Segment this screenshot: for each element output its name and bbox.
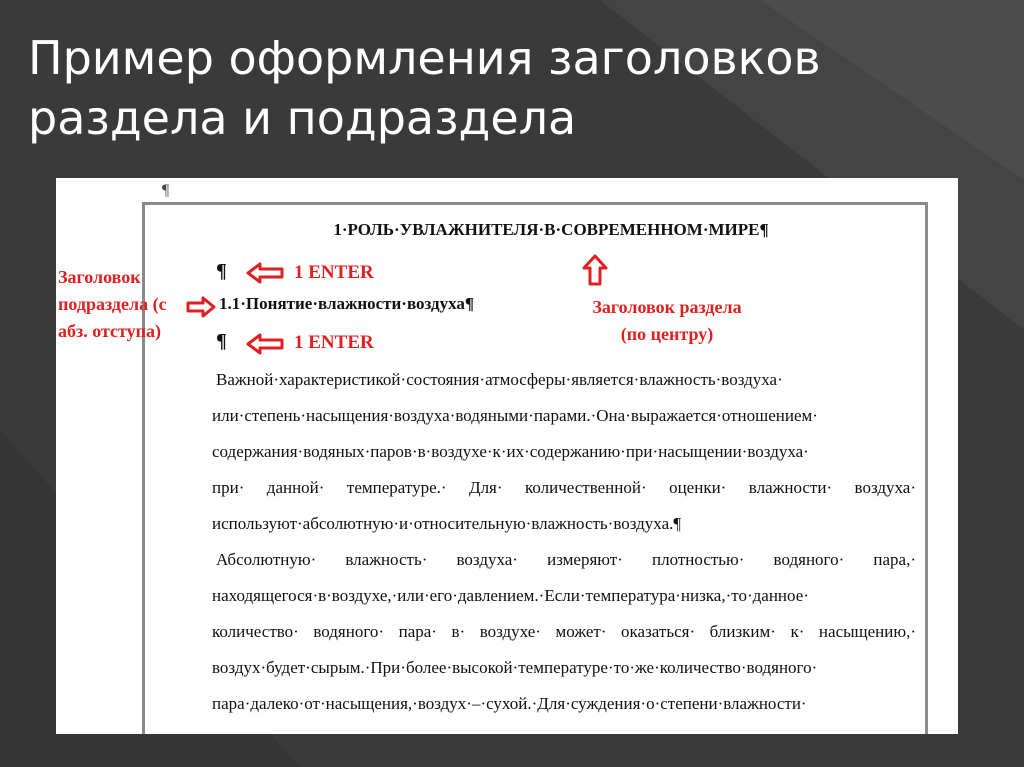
section-heading: 1·РОЛЬ·УВЛАЖНИТЕЛЯ·В·СОВРЕМЕННОМ·МИРЕ¶ — [333, 220, 769, 239]
paragraph-line: используют·абсолютную·и·относительную·влажность·воздуха.¶ — [212, 514, 682, 533]
pilcrow-mark: ¶ — [216, 260, 227, 282]
paragraph-line: воздух·будет·сырым.·При·более·высокой·температуре·то·же·количество·водяного· — [212, 658, 818, 677]
paragraph-line: количество· водяного· пара· в· воздухе· может· оказаться· близким· к· насыщению,· — [212, 622, 916, 641]
enter-annotation: 1 ENTER — [294, 262, 374, 283]
section-note-line: Заголовок раздела — [592, 297, 742, 317]
paragraph-line: находящегося·в·воздухе,·или·его·давлением.·Если·температура·низка,·то·данное· — [212, 586, 809, 605]
pilcrow-mark: ¶ — [162, 182, 170, 199]
section-note-line: (по центру) — [620, 324, 714, 344]
section-note — [564, 294, 770, 348]
right-arrow-icon — [186, 296, 216, 318]
subsection-heading: 1.1·Понятие·влажности·воздуха¶ — [219, 294, 475, 313]
pilcrow-mark: ¶ — [216, 330, 227, 352]
paragraph-line: Абсолютную· влажность· воздуха· измеряют· плотностью· водяного· пара,· — [216, 550, 916, 569]
paragraph-line: Важной·характеристикой·состояния·атмосферы·является·влажность·воздуха· — [216, 370, 783, 389]
subsection-note: Заголовок подраздела (с абз. отступа) — [58, 267, 167, 341]
paragraph-line: содержания·водяных·паров·в·воздухе·к·их·содержанию·при·насыщении·воздуха· — [212, 442, 809, 461]
document-image — [56, 178, 958, 734]
paragraph-line: пара·далеко·от·насыщения,·воздух·–·сухой.·Для·суждения·о·степени·влажности· — [212, 694, 807, 713]
paragraph-line: при· данной· температуре.· Для· количественной· оценки· влажности· воздуха· — [212, 478, 916, 497]
up-arrow-icon — [582, 254, 608, 286]
enter-annotation: 1 ENTER — [294, 332, 374, 353]
left-arrow-icon — [246, 262, 286, 284]
paragraph-line: или·степень·насыщения·воздуха·водяными·парами.·Она·выражается·отношением· — [212, 406, 818, 425]
slide-title: Пример оформления заголовков раздела и подраздела — [28, 31, 821, 145]
left-arrow-icon — [246, 333, 286, 355]
